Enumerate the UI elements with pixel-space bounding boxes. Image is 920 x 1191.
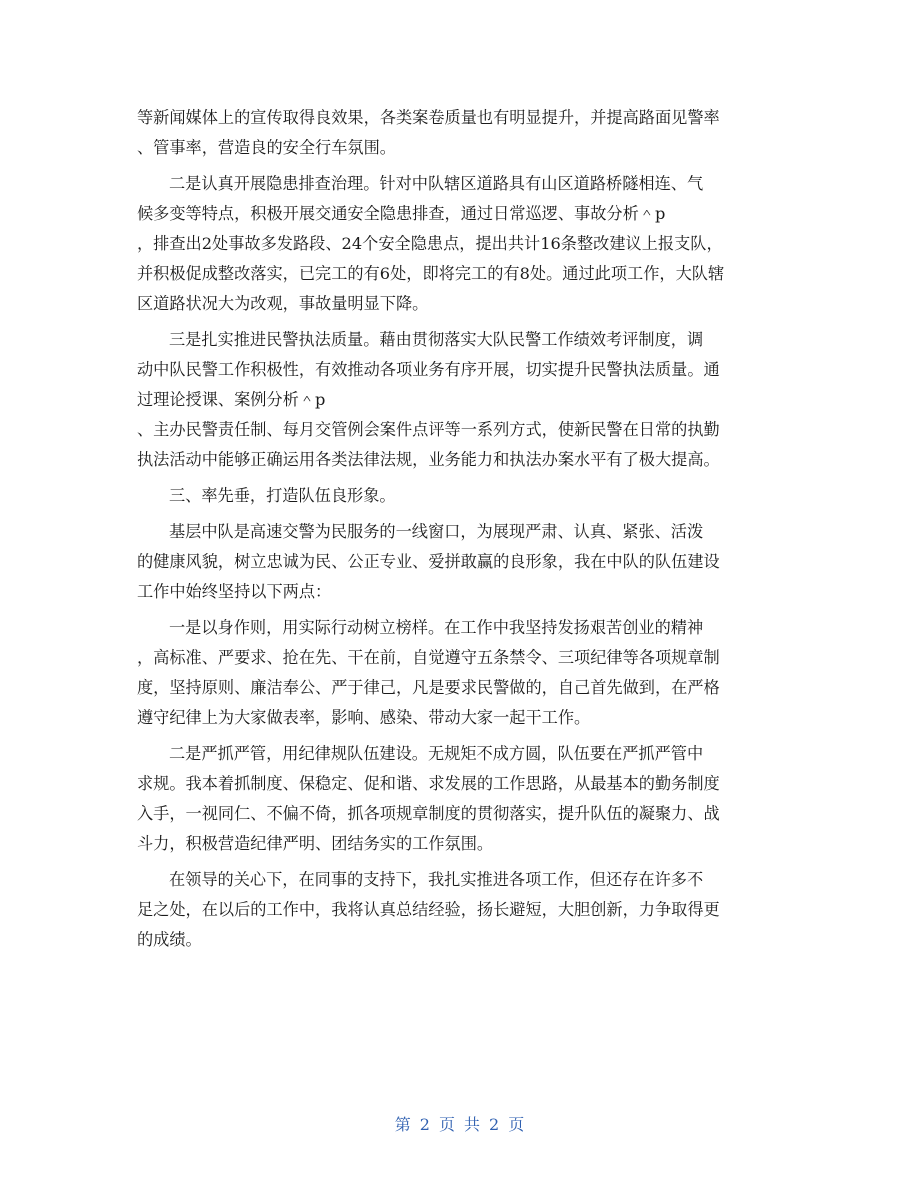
text-line: 执法活动中能够正确运用各类法律法规，业务能力和执法办案水平有了极大提高。 xyxy=(137,450,720,469)
page-footer xyxy=(0,1112,920,1135)
page-label-suffix: 页 xyxy=(508,1115,526,1134)
text-line: 遵守纪律上为大家做表率，影响、感染、带动大家一起干工作。 xyxy=(137,708,591,727)
paragraph xyxy=(137,169,787,319)
text-line: 的成绩。 xyxy=(137,930,202,949)
page-label-total-word: 共 xyxy=(464,1115,482,1134)
text-line: 的健康风貌，树立忠诚为民、公正专业、爱拼敢赢的良形象，我在中队的队伍建设 xyxy=(137,552,720,571)
text-line: ，排查出2处事故多发路段、24个安全隐患点，提出共计16条整改建议上报支队， xyxy=(137,234,723,253)
text-line: 候多变等特点，积极开展交通安全隐患排查，通过日常巡逻、事故分析＾p xyxy=(137,204,666,223)
paragraph xyxy=(137,739,787,859)
text-line: 斗力，积极营造纪律严明、团结务实的工作氛围。 xyxy=(137,834,494,853)
page-label-mid: 页 xyxy=(438,1115,456,1134)
paragraph xyxy=(137,325,787,475)
text-line: 求规。我本着抓制度、保稳定、促和谐、求发展的工作思路，从最基本的勤务制度 xyxy=(137,774,720,793)
text-line: 动中队民警工作积极性，有效推动各项业务有序开展，切实提升民警执法质量。通 xyxy=(137,360,720,379)
text-line: 二是严抓严管，用纪律规队伍建设。无规矩不成方圆，队伍要在严抓严管中 xyxy=(169,744,704,763)
text-line: 、主办民警责任制、每月交管例会案件点评等一系列方式，使新民警在日常的执勤 xyxy=(137,420,720,439)
document-body xyxy=(137,103,787,955)
current-page-number: 2 xyxy=(419,1115,431,1134)
text-line: 等新闻媒体上的宣传取得良效果，各类案卷质量也有明显提升，并提高路面见警率 xyxy=(137,108,720,127)
paragraph xyxy=(137,865,787,955)
text-line: 基层中队是高速交警为民服务的一线窗口，为展现严肃、认真、紧张、活泼 xyxy=(169,522,704,541)
total-pages-number: 2 xyxy=(489,1115,501,1134)
paragraph xyxy=(137,613,787,733)
text-line: 工作中始终坚持以下两点： xyxy=(137,582,332,601)
text-line: 足之处，在以后的工作中，我将认真总结经验，扬长避短，大胆创新，力争取得更 xyxy=(137,900,720,919)
page-label-prefix: 第 xyxy=(394,1115,412,1134)
text-line: 并积极促成整改落实，已完工的有6处，即将完工的有8处。通过此项工作，大队辖 xyxy=(137,264,725,283)
text-line: 三、率先垂，打造队伍良形象。 xyxy=(169,486,396,505)
text-line: 区道路状况大为改观，事故量明显下降。 xyxy=(137,294,429,313)
text-line: 三是扎实推进民警执法质量。藉由贯彻落实大队民警工作绩效考评制度，调 xyxy=(169,330,704,349)
paragraph xyxy=(137,517,787,607)
paragraph xyxy=(137,103,787,163)
text-line: 过理论授课、案例分析＾p xyxy=(137,390,326,409)
text-line: 度，坚持原则、廉洁奉公、严于律己，凡是要求民警做的，自己首先做到，在严格 xyxy=(137,678,720,697)
text-line: 二是认真开展隐患排查治理。针对中队辖区道路具有山区道路桥隧相连、气 xyxy=(169,174,704,193)
text-line: 在领导的关心下，在同事的支持下，我扎实推进各项工作，但还存在许多不 xyxy=(169,870,704,889)
section-heading xyxy=(137,481,787,511)
text-line: 一是以身作则，用实际行动树立榜样。在工作中我坚持发扬艰苦创业的精神 xyxy=(169,618,704,637)
text-line: 入手，一视同仁、不偏不倚，抓各项规章制度的贯彻落实，提升队伍的凝聚力、战 xyxy=(137,804,720,823)
text-line: ，高标准、严要求、抢在先、干在前，自觉遵守五条禁令、三项纪律等各项规章制 xyxy=(137,648,720,667)
text-line: 、管事率，营造良的安全行车氛围。 xyxy=(137,138,396,157)
